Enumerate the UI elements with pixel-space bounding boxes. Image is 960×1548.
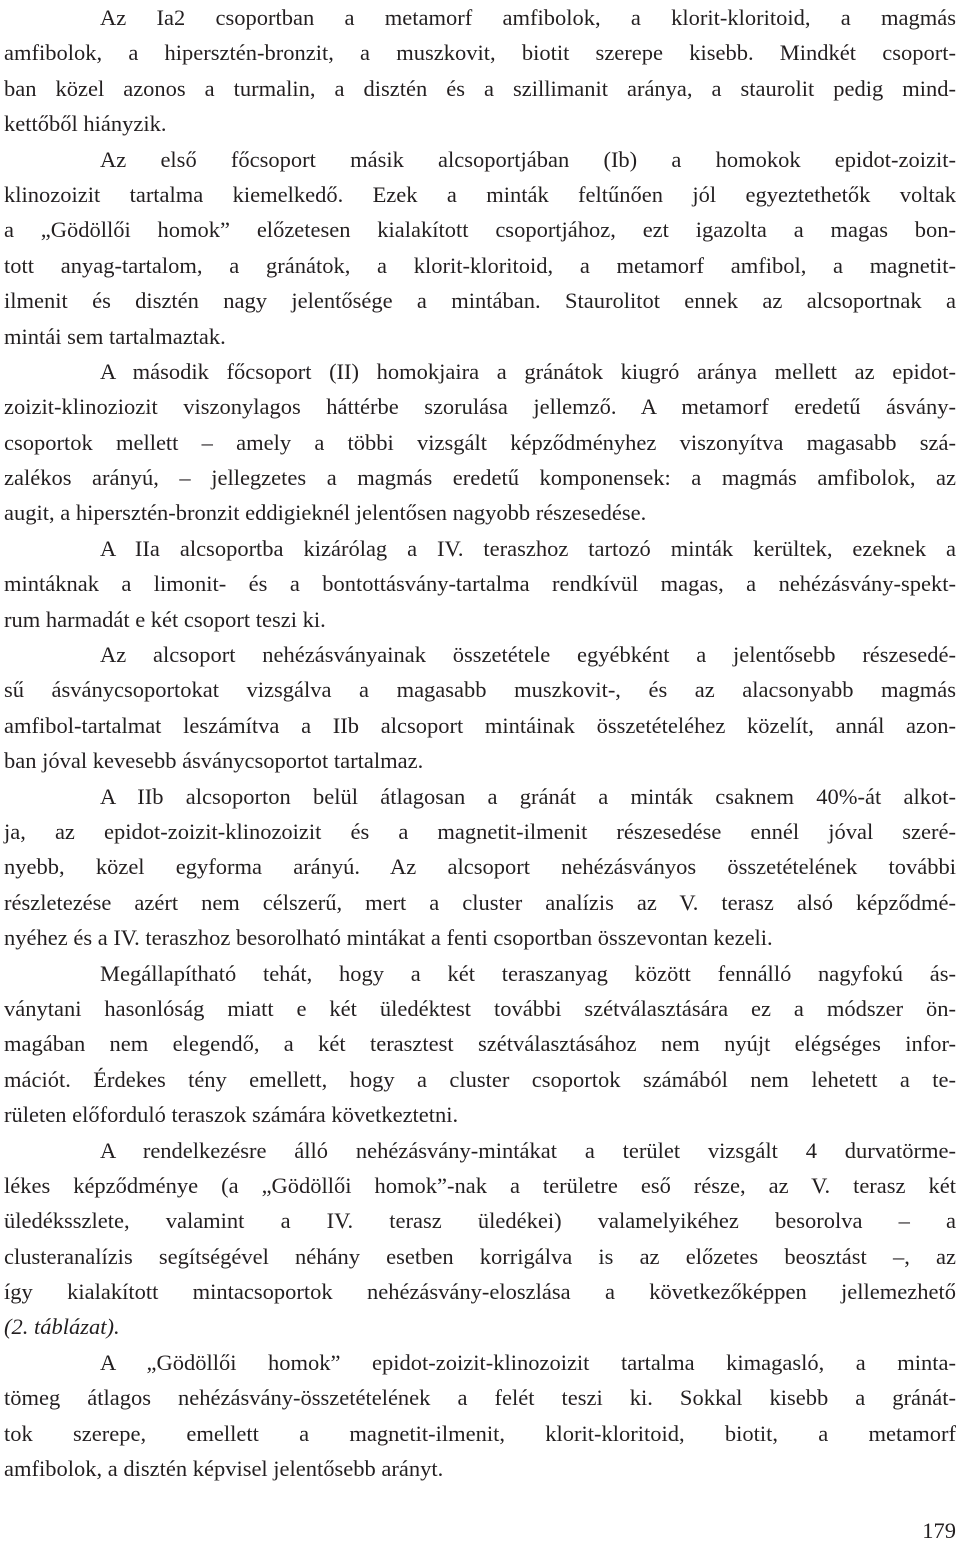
text-line: klinozoizit tartalma kiemelkedő. Ezek a minták feltűnően jól egyeztethetők voltak: [4, 181, 956, 207]
paragraph: [4, 637, 956, 779]
text-line: mintáknak a limonit- és a bontottásvány-tartalma rendkívül magas, a nehézásvány-spekt-: [4, 571, 956, 597]
text-line: így kialakított mintacsoportok nehézásvány-eloszlása a következőképpen jellemezhető: [4, 1279, 956, 1305]
text-line: csoportok mellett – amely a többi vizsgált képződményhez viszonyítva magasabb szá-: [4, 429, 956, 455]
text-line: a „Gödöllői homok” előzetesen kialakított csoportjához, ezt igazolta a magas bon-: [4, 217, 956, 243]
text-line: tömeg átlagos nehézásvány-összetételének a felét teszi ki. Sokkal kisebb a gránát-: [4, 1385, 956, 1411]
text-line: amfibolok, a hipersztén-bronzit, a muszkovit, biotit szerepe kisebb. Mindkét csoport-: [4, 40, 956, 66]
paragraph: [4, 956, 956, 1133]
text-line: clusteranalízis segítségével néhány esetben korrigálva is az előzetes beosztást –, az: [4, 1243, 956, 1269]
text-line: mációt. Érdekes tény emellett, hogy a cluster csoportok számából nem lehetett a te-: [4, 1066, 956, 1092]
text-line: ványtani hasonlóság miatt e két üledéktest további szétválasztására ez a módszer ön-: [4, 995, 956, 1021]
text-line: ilmenit és disztén nagy jelentősége a mintában. Staurolitot ennek az alcsoportnak a: [4, 288, 956, 314]
text-line: magában nem elegendő, a két terasztest szétválasztásához nem nyújt elégséges infor-: [4, 1031, 956, 1057]
text-line: részletezése azért nem célszerű, mert a cluster analízis az V. terasz alsó képződmé-: [4, 889, 956, 915]
text-line: Az Ia2 csoportban a metamorf amfibolok, a klorit-kloritoid, a magmás: [100, 5, 956, 30]
paragraph: [4, 1345, 956, 1487]
text-line: tott anyag-tartalom, a gránátok, a klorit-kloritoid, a metamorf amfibol, a magnetit-: [4, 252, 956, 278]
text-line: Megállapítható tehát, hogy a két teraszanyag között fennálló nagyfokú ás-: [100, 960, 956, 986]
text-line: mintái sem tartalmaztak.: [4, 323, 226, 349]
text-line: lékes képződménye (a „Gödöllői homok”-nak a területre eső része, az V. terasz két: [4, 1172, 956, 1198]
text-line: amfibolok, a disztén képvisel jelentősebb arányt.: [4, 1456, 444, 1482]
text-line: ban jóval kevesebb ásványcsoportot tartalmaz.: [4, 748, 424, 774]
text-line: Az első főcsoport másik alcsoportjában (Ib) a homokok epidot-zoizit-: [100, 146, 956, 172]
text-line: A második főcsoport (II) homokjaira a gránátok kiugró aránya mellett az epidot-: [100, 358, 956, 384]
text-line: rum harmadát e két csoport teszi ki.: [4, 606, 326, 632]
page-number: 179: [922, 1518, 956, 1543]
text-line: A „Gödöllői homok” epidot-zoizit-klinozoizit tartalma kimagasló, a minta-: [100, 1349, 956, 1375]
text-line: (2. táblázat).: [4, 1314, 120, 1340]
text-line: zoizit-klinoziozit viszonylagos háttérbe szorulása jellemző. A metamorf eredetű ásvány-: [4, 394, 956, 420]
paragraph: [4, 1133, 956, 1345]
paragraph: [4, 779, 956, 956]
text-line: A IIa alcsoportba kizárólag a IV. teraszhoz tartozó minták kerültek, ezeknek a: [100, 535, 956, 561]
paragraph: [4, 354, 956, 531]
text-line: nyebb, közel egyforma arányú. Az alcsoport nehézásványos összetételének további: [4, 854, 956, 880]
text-line: üledéksszlete, valamint a IV. terasz üledékei) valamelyikéhez besorolva – a: [4, 1208, 956, 1234]
body-text: [4, 0, 956, 1486]
text-line: kettőből hiányzik.: [4, 111, 167, 137]
text-line: zalékos arányú, – jellegzetes a magmás eredetű komponensek: a magmás amfibolok, az: [4, 465, 956, 491]
paragraph: [4, 0, 956, 142]
text-line: tok szerepe, emellett a magnetit-ilmenit, klorit-kloritoid, biotit, a metamorf: [4, 1420, 956, 1446]
paragraph: [4, 531, 956, 637]
text-line: A IIb alcsoporton belül átlagosan a gránát a minták csaknem 40%-át alkot-: [100, 783, 956, 809]
text-line: rületen előforduló teraszok számára következtetni.: [4, 1102, 459, 1128]
text-line: amfibol-tartalmat leszámítva a IIb alcsoport mintáinak összetételéhez közelít, annál azon-: [4, 712, 956, 738]
text-line: ban közel azonos a turmalin, a disztén és a szillimanit aránya, a staurolit pedig mind-: [4, 75, 956, 101]
text-line: A rendelkezésre álló nehézásvány-mintákat a terület vizsgált 4 durvatörme-: [100, 1137, 956, 1163]
text-line: nyéhez és a IV. teraszhoz besorolható mintákat a fenti csoportban összevontan kezeli.: [4, 925, 773, 951]
text-line: Az alcsoport nehézásványainak összetétele egyébként a jelentősebb részesedé-: [100, 642, 956, 668]
paragraph: [4, 142, 956, 354]
text-line: sű ásványcsoportokat vizsgálva a magasabb muszkovit-, és az alacsonyabb magmás: [4, 677, 956, 703]
text-line: augit, a hipersztén-bronzit eddigieknél jelentősen nagyobb részesedése.: [4, 500, 647, 526]
text-line: ja, az epidot-zoizit-klinozoizit és a magnetit-ilmenit részesedése ennél jóval szeré-: [4, 818, 956, 844]
